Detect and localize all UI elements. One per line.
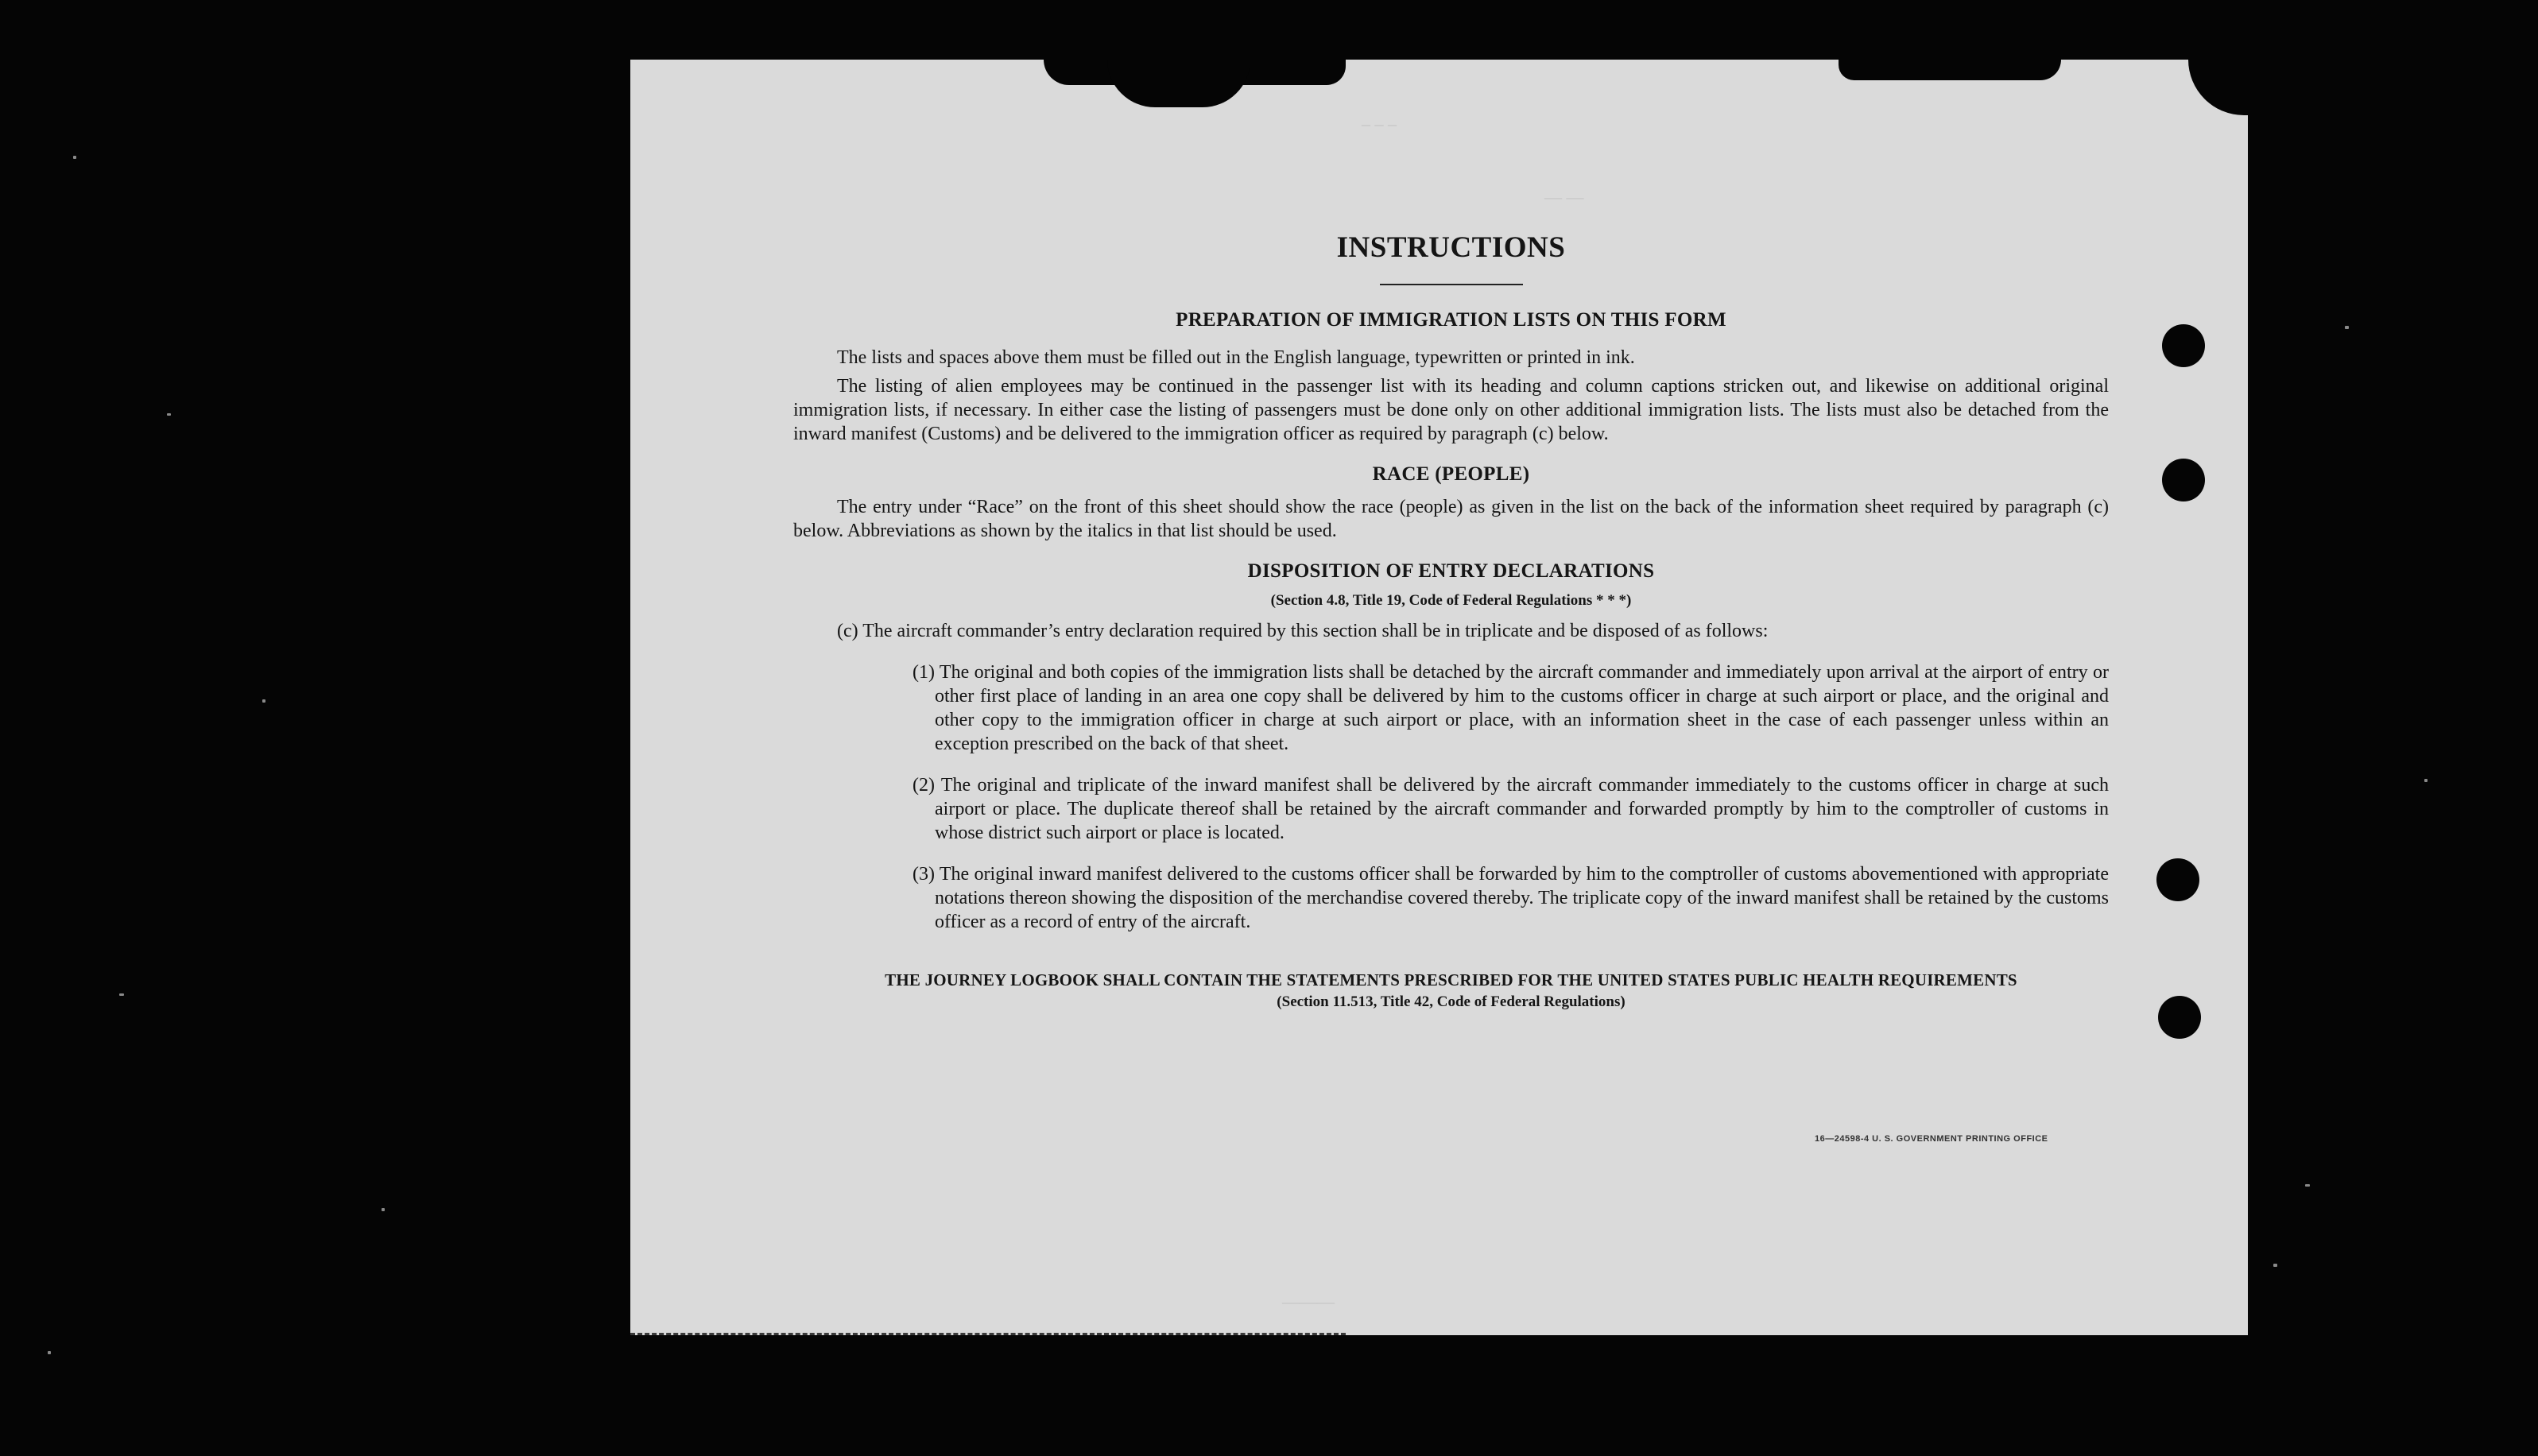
- preparation-paragraph-1: The lists and spaces above them must be filled out in the English language, typewritten or printed in ink.: [837, 347, 1635, 368]
- section-heading-disposition: DISPOSITION OF ENTRY DECLARATIONS: [1247, 560, 1655, 582]
- bleed-through-mark: – – –: [1362, 114, 1397, 134]
- background-speck: [262, 699, 265, 703]
- disposition-item: (3) The original inward manifest delivered to the customs officer shall be forwarded by him to the comptroller of customs abovementioned with appropriate notations thereon showing the disposition of the merchandise covered thereby. The triplicate copy of the inward manifest shall be retained by the customs officer as a record of entry of the aircraft.: [913, 864, 2109, 932]
- document-sheet: [630, 60, 2248, 1335]
- torn-edge: [2188, 60, 2248, 115]
- preparation-paragraph-2: The listing of alien employees may be continued in the passenger list with its heading and column captions stricken out, and likewise on additional original immigration lists, if necessary. In either case the listing of passengers must be done only on other additional immigration lists. The lists must also be detached from the inward manifest (Customs) and be delivered to the immigration officer as required by paragraph (c) below.: [793, 376, 2109, 444]
- background-speck: [2305, 1184, 2310, 1187]
- section-heading-preparation: PREPARATION OF IMMIGRATION LISTS ON THIS FORM: [1176, 309, 1726, 331]
- background-speck: [167, 413, 171, 416]
- race-paragraph: The entry under “Race” on the front of this sheet should show the race (people) as given in the list on the back of the information sheet required by paragraph (c) below. Abbreviations as shown by the italics in that list should be used.: [793, 497, 2109, 541]
- title-underline: [1380, 284, 1523, 285]
- punch-hole: [2156, 858, 2199, 901]
- printing-office-imprint: 16—24598-4 U. S. GOVERNMENT PRINTING OFFICE: [1815, 1134, 2048, 1144]
- punch-hole: [2162, 324, 2205, 367]
- background-speck: [2424, 779, 2428, 782]
- page-title: INSTRUCTIONS: [1336, 231, 1566, 264]
- disposition-citation: (Section 4.8, Title 19, Code of Federal Regulations * * *): [1270, 592, 1632, 609]
- bleed-through-mark: — —: [1544, 187, 1584, 207]
- punch-hole: [2158, 996, 2201, 1039]
- punch-hole: [2162, 459, 2205, 501]
- health-requirements-statement: THE JOURNEY LOGBOOK SHALL CONTAIN THE STATEMENTS PRESCRIBED FOR THE UNITED STATES PUBLIC HEALTH REQUIREMENTS: [885, 970, 2017, 989]
- torn-edge: [1839, 60, 2061, 80]
- background-speck: [119, 993, 124, 996]
- disposition-item: (1) The original and both copies of the immigration lists shall be detached by the aircraft commander and immediately upon arrival at the airport of entry or other first place of landing in an area one copy shall be delivered by him to the customs officer in charge at such airport or place, and the original and other copy to the immigration officer in charge at such airport or place, with an information sheet in the case of each passenger unless within an exception prescribed on the back of that sheet.: [913, 662, 2109, 754]
- background-speck: [2345, 326, 2349, 329]
- bleed-through-mark: ———: [1282, 1291, 1335, 1311]
- disposition-clause-c: (c) The aircraft commander’s entry declaration required by this section shall be in triplicate and be disposed of as follows:: [837, 621, 1769, 641]
- instructions-content: [793, 230, 2109, 1011]
- background-speck: [73, 156, 76, 159]
- health-requirements-citation: (Section 11.513, Title 42, Code of Federal Regulations): [1277, 993, 1625, 1010]
- section-heading-race: RACE (PEOPLE): [1372, 463, 1530, 485]
- perforated-edge: [630, 1333, 1346, 1335]
- background-speck: [382, 1208, 385, 1211]
- disposition-item: (2) The original and triplicate of the inward manifest shall be delivered by the aircraft commander immediately to the customs officer in charge at such airport or place. The duplicate thereof shall be retained by the aircraft commander and forwarded promptly by him to the comptroller of customs in whose district such airport or place is located.: [913, 775, 2109, 843]
- torn-edge: [1107, 60, 1250, 107]
- background-speck: [2273, 1264, 2277, 1267]
- background-speck: [48, 1351, 51, 1354]
